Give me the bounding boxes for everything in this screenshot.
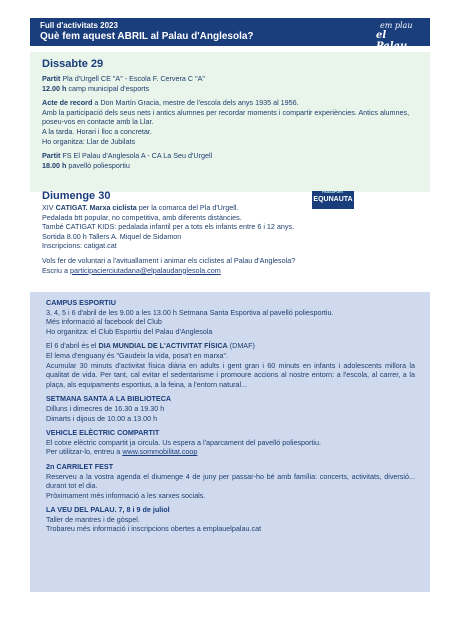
volunteer-contact: Escriu a participacierciutadana@elpalaudanglesola.com: [42, 265, 221, 275]
info-section: [46, 298, 415, 534]
saturday-title: Dissabte 29: [42, 58, 104, 70]
dmaf-motto: El lema d'enguany és "Gaudeix la vida, posa't en marxa".: [46, 350, 229, 360]
sunday-title: Diumenge 30: [42, 190, 111, 202]
vehicle-use: Per utilitzar-lo, entreu a www.sommobilitat.coop: [46, 447, 198, 457]
library-hours-1: Dilluns i dimecres de 16.30 a 19.30 h: [46, 403, 165, 413]
match-2: Partit FS El Palau d'Anglesola A - CA La Seu d'Urgell: [42, 151, 213, 161]
logo-text-top: em plau: [380, 21, 413, 30]
saturday-section: [42, 58, 421, 170]
header-banner: [30, 18, 430, 52]
volunteer-question: Vols fer de voluntari a l'avituallament i animar els ciclistes al Palau d'Anglesola?: [42, 255, 296, 265]
sunday-section: [42, 190, 421, 275]
dmaf-line: El 6 d'abril és el DIA MUNDIAL DE L'ACTIVITAT FÍSICA (DMAF): [46, 341, 255, 351]
match-1: Partit Pla d'Urgell CE "A" - Escola F. Cervera C "A": [42, 74, 205, 83]
email-link[interactable]: participacierciutadana@elpalaudanglesola.com: [69, 265, 221, 275]
carrilet-more: Pròximament més informació a les xarxes socials.: [46, 490, 206, 500]
library-hours-2: Dimarts i dijous de 10.00 a 13.00 h: [46, 413, 158, 423]
campus-organizer: Ho organitza: el Club Esportiu del Palau d'Anglesola: [46, 326, 213, 336]
memorial-desc: Amb la participació dels seus nets i antics alumnes per recordar moments i compartir experiències. Antics alumnes, poseu-vos en contacte amb la Llar.: [42, 107, 410, 127]
campus-info: Més informació al facebook del Club: [46, 317, 162, 327]
carrilet-title: 2n CARRILET FEST: [46, 461, 114, 471]
memorial-event: Acte de record a Don Martín Gracia, mestre de l'escola dels anys 1935 al 1956.: [42, 98, 299, 108]
campus-dates: 3, 4, 5 i 6 d'abril de les 9.00 a les 13.00 h Setmana Santa Esportiva al pavelló poliesportiu.: [46, 307, 334, 317]
vehicle-desc: El cotxe elèctric compartit ja circula. Us espera a l'aparcament del pavelló poliesportiu.: [46, 437, 322, 447]
catigat-kids: També CATIGAT KIDS: pedalada infantil per a tots els infants entre 6 i 12 anys.: [42, 222, 295, 232]
catigat-desc: Pedalada btt popular, no competitiva, amb diferents distàncies.: [42, 212, 242, 222]
catigat-signup: Inscripcions: catigat.cat: [42, 241, 117, 251]
equnauta-badge: PASSAPORT EQUNAUTA: [312, 191, 354, 209]
memorial-organizer: Ho organitza: Llar de Jubilats: [42, 136, 136, 146]
vehicle-title: VEHICLE ELÈCTRIC COMPARTIT: [46, 428, 160, 438]
logo-text-bottom: el Palau: [376, 30, 408, 52]
match-1-time: 12.00 h camp municipal d'esports: [42, 83, 150, 93]
match-2-time: 18.00 h pavelló poliesportiu: [42, 160, 130, 170]
campus-title: CAMPUS ESPORTIU: [46, 298, 116, 307]
catigat-line: XIV CATIGAT. Marxa ciclista per la comarca del Pla d'Urgell.: [42, 203, 239, 212]
carrilet-desc: Reserveu a la vostra agenda el diumenge 4 de juny per passar-ho bé amb família: concerts, activitats, diversió... durant tot el dia.: [46, 471, 415, 491]
library-title: SETMANA SANTA A LA BIBLIOTECA: [46, 394, 172, 404]
sommobilitat-link[interactable]: www.sommobilitat.coop: [122, 447, 198, 457]
veu-info: Trobareu més informació i inscripcions obertes a emplauelpalau.cat: [46, 524, 262, 534]
catigat-start: Sortida 8.00 h Tallers A. Miquel de Sidamon: [42, 231, 182, 241]
dmaf-desc: Acumular 30 minuts d'activitat física diària en adults i gent gran i 60 minuts en infants i adolescents millora la qualitat de vida. Per tant, cal evitar el sedentarisme i promoure accions al nostre entorn: a l'escola, al carrer, a la plaça, als equipaments esportius, a la feina, a l'entorn natural...: [46, 360, 415, 389]
veu-title: LA VEU DEL PALAU. 7, 8 i 9 de juliol: [46, 505, 170, 515]
header-subtitle: Full d'activitats 2023: [40, 21, 118, 30]
em-plau-logo: [376, 21, 420, 52]
memorial-time: A la tarda. Horari i lloc a concretar.: [42, 126, 152, 136]
header-title: Què fem aquest ABRIL al Palau d'Anglesola?: [40, 31, 254, 42]
veu-workshop: Taller de mantres i de gòspel.: [46, 514, 140, 524]
